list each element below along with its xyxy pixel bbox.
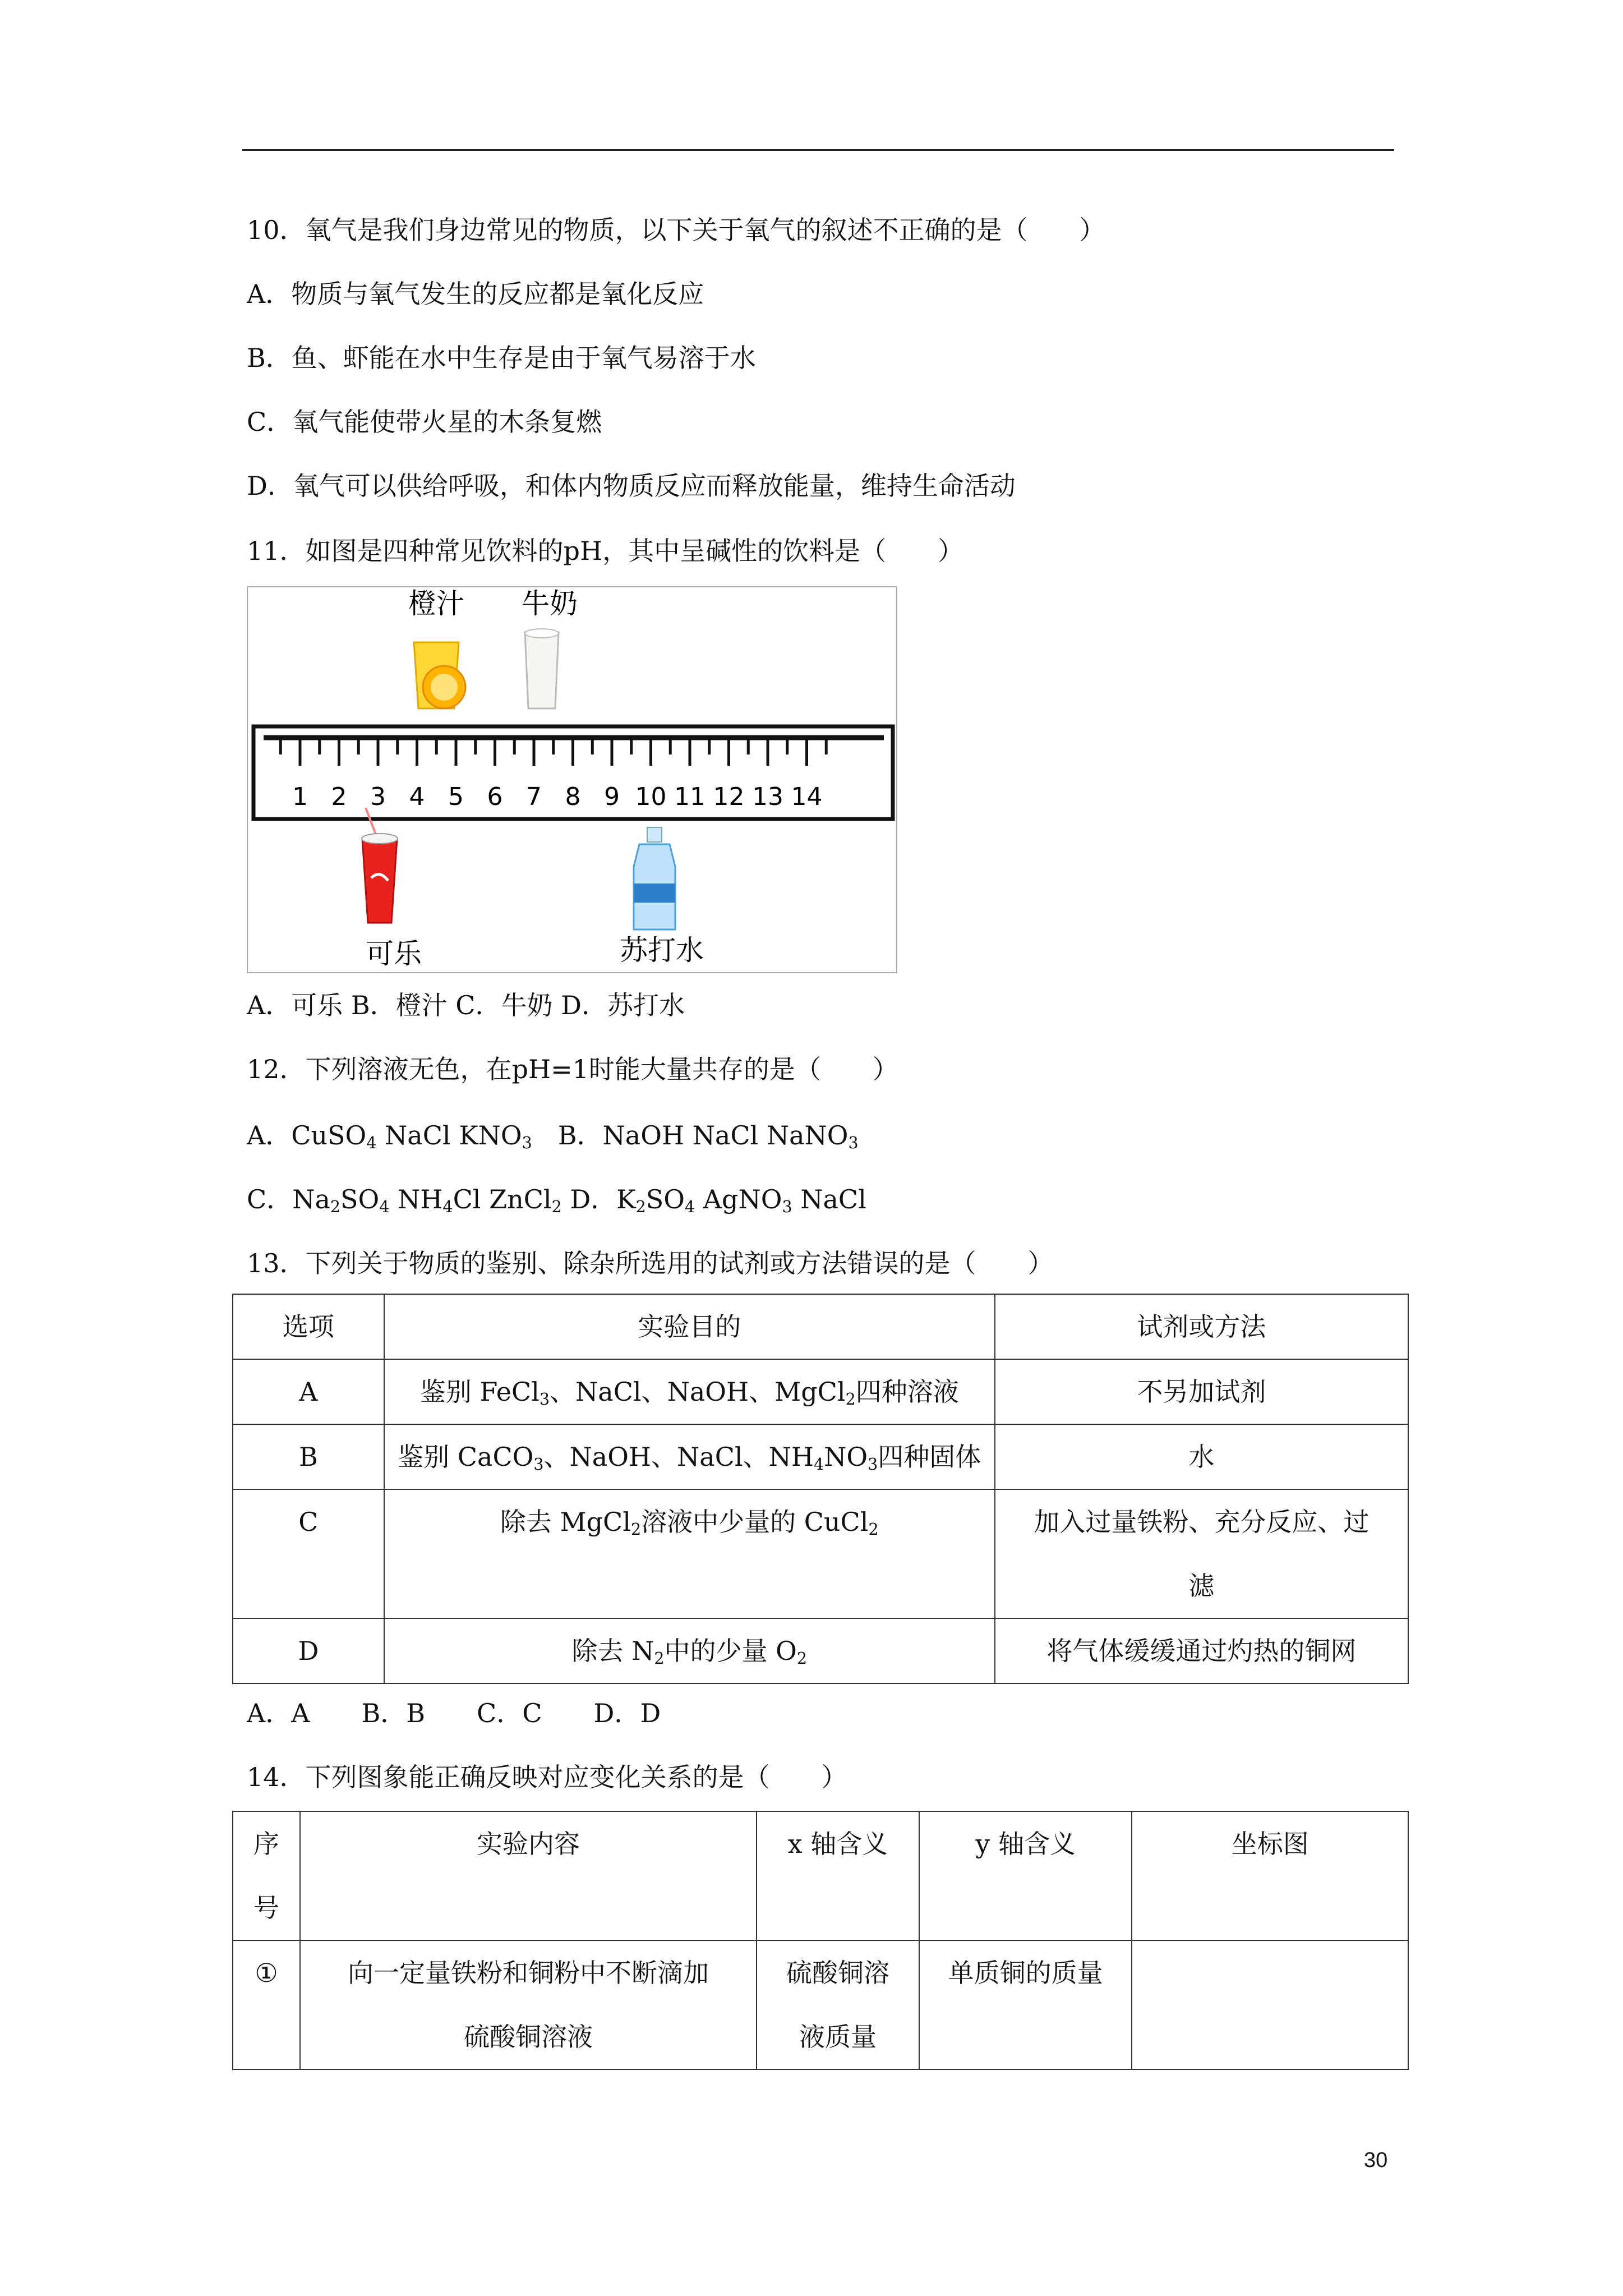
label-cola: 可乐 xyxy=(366,937,422,970)
q12-options-cd: C．$Na_2SO_4$ $NH_4Cl$ ZnCl$_2$ D．$K_2SO_4$ AgNO$_3$ NaCl xyxy=(247,1184,866,1217)
q12-stem: 12．下列溶液无色，在pH=1时能大量共存的是（ ） xyxy=(247,1054,898,1084)
ph-tick-label: 7 xyxy=(526,783,542,811)
q10-option-c: C．氧气能使带火星的木条复燃 xyxy=(247,407,602,437)
orange-juice-icon xyxy=(414,642,465,708)
q10-option-d: D．氧气可以供给呼吸，和体内物质反应而释放能量，维持生命活动 xyxy=(247,471,1016,501)
table-row: D 除去 $N_2$中的少量 $O_2$ 将气体缓缓通过灼热的铜网 xyxy=(233,1618,1408,1683)
q14-table xyxy=(232,1811,1409,2070)
q10-option-b: B．鱼、虾能在水中生存是由于氧气易溶于水 xyxy=(247,343,756,373)
header-option: 选项 xyxy=(233,1294,384,1359)
header-x-axis: x 轴含义 xyxy=(757,1811,919,1940)
label-orange-juice: 橙汁 xyxy=(408,587,464,620)
ph-tick-label: 6 xyxy=(487,783,503,811)
ph-tick-label: 13 xyxy=(752,783,783,811)
ph-tick-label: 3 xyxy=(370,783,386,811)
table-row: B 鉴别 CaCO$_3$、NaOH、NaCl、$NH_4NO_3$四种固体 水 xyxy=(233,1424,1408,1489)
header-content: 实验内容 xyxy=(300,1811,757,1940)
ph-tick-label: 11 xyxy=(674,783,706,811)
header-purpose: 实验目的 xyxy=(384,1294,995,1359)
table-row: A 鉴别 FeCl$_3$、NaCl、NaOH、MgCl$_2$四种溶液 不另加试剂 xyxy=(233,1359,1408,1424)
header-y-axis: y 轴含义 xyxy=(919,1811,1132,1940)
q13-options: A．A B．B C．C D．D xyxy=(247,1698,661,1728)
q10-option-a: A．物质与氧气发生的反应都是氧化反应 xyxy=(247,279,704,309)
ph-ruler xyxy=(253,726,893,819)
header-method: 试剂或方法 xyxy=(995,1294,1408,1359)
ph-scale-figure xyxy=(247,586,897,973)
q14-stem: 14．下列图象能正确反映对应变化关系的是（ ） xyxy=(247,1762,847,1792)
table-row: C 除去 MgCl$_2$溶液中少量的 CuCl$_2$ 加入过量铁粉、充分反应、过 滤 xyxy=(233,1489,1408,1618)
q11-options: A．可乐 B．橙汁 C．牛奶 D．苏打水 xyxy=(247,990,685,1020)
q10-stem: 10．氧气是我们身边常见的物质，以下关于氧气的叙述不正确的是（ ） xyxy=(247,215,1105,245)
q11-stem: 11．如图是四种常见饮料的pH，其中呈碱性的饮料是（ ） xyxy=(247,536,964,566)
ph-tick-label: 8 xyxy=(565,783,581,811)
header-rule xyxy=(242,149,1394,151)
q13-table xyxy=(232,1294,1409,1684)
label-milk: 牛奶 xyxy=(522,587,578,620)
ph-tick-label: 4 xyxy=(409,783,425,811)
q13-stem: 13．下列关于物质的鉴别、除杂所选用的试剂或方法错误的是（ ） xyxy=(247,1248,1054,1278)
ph-tick-label: 5 xyxy=(448,783,464,811)
table-header-row xyxy=(233,1294,1408,1359)
ph-tick-label: 1 xyxy=(292,783,308,811)
ph-tick-label: 12 xyxy=(713,783,745,811)
ph-tick-label: 9 xyxy=(604,783,620,811)
ph-tick-label: 10 xyxy=(635,783,667,811)
table-row: ① 向一定量铁粉和铜粉中不断滴加 硫酸铜溶液 硫酸铜溶 液质量 单质铜的质量 xyxy=(233,1940,1408,2069)
table-header-row: 序 号 实验内容 x 轴含义 y 轴含义 坐标图 xyxy=(233,1811,1408,1940)
label-soda-water: 苏打水 xyxy=(620,934,704,967)
page-number: 30 xyxy=(1364,2148,1388,2172)
ph-tick-label: 2 xyxy=(331,783,347,811)
ph-tick-label: 14 xyxy=(791,783,823,811)
header-graph: 坐标图 xyxy=(1132,1811,1408,1940)
milk-glass-icon xyxy=(525,629,559,708)
q12-options-ab: A．CuSO$_4$ NaCl $KNO_3$ B．NaOH NaCl NaNO$_3$ xyxy=(247,1120,859,1153)
